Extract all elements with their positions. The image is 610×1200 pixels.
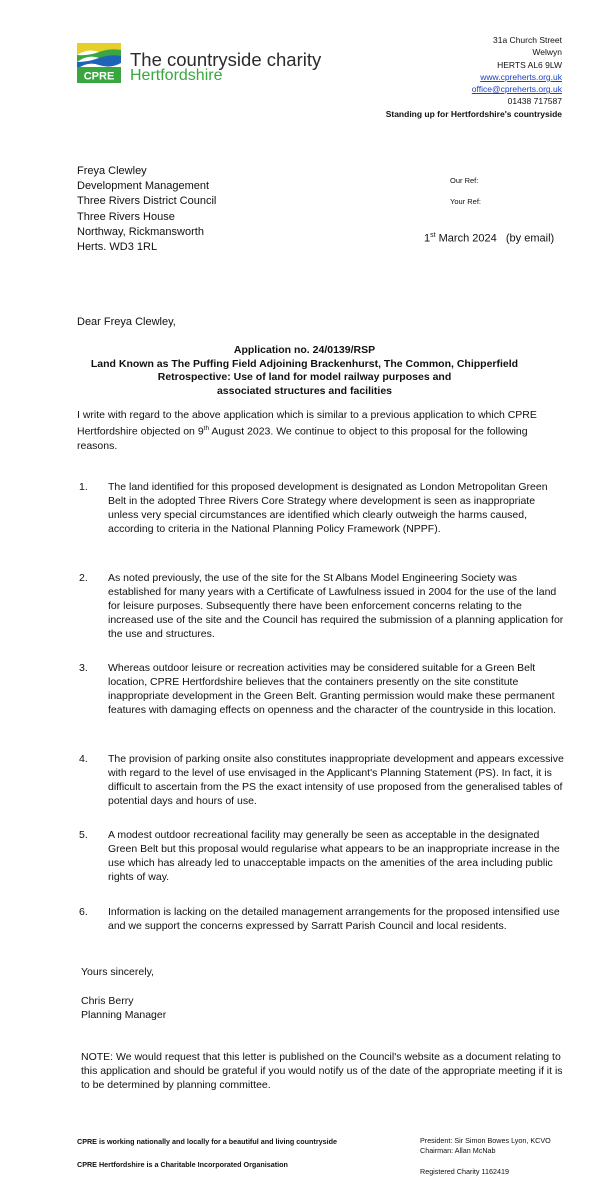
item-number: 2.	[79, 572, 88, 584]
intro-paragraph: I write with regard to the above application which is similar to a previous application to which CPRE Hertfordshire objected on 9th August 2023. We continue to object to this proposal for the following reasons.	[77, 409, 537, 452]
address-line: 31a Church Street	[493, 35, 562, 45]
footer-line: CPRE is working nationally and locally for a beautiful and living countryside	[77, 1137, 337, 1146]
signatory-name: Chris Berry	[81, 995, 134, 1007]
brand-region: Hertfordshire	[130, 67, 223, 84]
application-heading	[77, 344, 532, 398]
website-link[interactable]: www.cpreherts.org.uk	[480, 71, 562, 82]
heading-line: Application no. 24/0139/RSP	[233, 344, 376, 356]
list-item	[77, 905, 567, 933]
letter-date: 1st March 2024 (by email)	[424, 232, 555, 245]
item-text: Whereas outdoor leisure or recreation activities may be considered suitable for a Green Belt location, CPRE Hertfordshire believes that the containers presently on the site constitute inappropriate development in the Green Belt. Granting permission would make these permanent features with damaging effects on openness and the character of the countryside in this location.	[108, 662, 557, 716]
list-item	[77, 752, 567, 808]
footer-line: CPRE Hertfordshire is a Charitable Incorporated Organisation	[77, 1160, 288, 1169]
heading-line: Land Known as The Puffing Field Adjoining Brackenhurst, The Common, Chipperfield	[90, 357, 519, 370]
references	[450, 170, 481, 212]
item-number: 3.	[79, 662, 88, 674]
closing: Yours sincerely,	[81, 966, 154, 978]
list-item	[77, 480, 567, 536]
item-number: 1.	[79, 481, 88, 493]
brand-name: The countryside charity	[130, 49, 322, 70]
recipient-line: Northway, Rickmansworth	[77, 225, 204, 238]
list-item	[77, 571, 567, 641]
phone-number: 01438 717587	[507, 96, 562, 107]
item-number: 6.	[79, 906, 88, 918]
logo-text: CPRE	[83, 70, 115, 83]
address-line: HERTS AL6 9LW	[497, 59, 562, 70]
note-paragraph: NOTE: We would request that this letter is published on the Council's website as a document relating to this application and should be grateful if you would notify us of the date of the appropriate meeting if it is to be determined by planning committee.	[81, 1051, 563, 1091]
heading-line: Retrospective: Use of land for model railway purposes and	[157, 371, 452, 384]
item-text: The provision of parking onsite also constitutes inappropriate development and appears excessive with regard to the level of use envisaged in the Applicant's Planning Statement (PS). In fact, it is difficult to ascertain from the PS the exact intensity of use proposed from the generalised tables of potential days and hours of use.	[108, 753, 564, 807]
president: President: Sir Simon Bowes Lyon, KCVO	[420, 1136, 551, 1145]
item-text: The land identified for this proposed development is designated as London Metropolitan Green Belt in the adopted Three Rivers Core Strategy where development is seen as inappropriate unless very special circumstances are identified which clearly outweigh the harms caused, according to criteria in the National Planning Policy Framework (NPPF).	[108, 481, 548, 535]
footer-officers	[420, 1136, 551, 1156]
sender-address	[302, 34, 562, 120]
email-link[interactable]: office@cpreherts.org.uk	[471, 84, 562, 95]
list-item	[77, 661, 567, 717]
list-item	[77, 828, 567, 884]
cpre-logo	[77, 43, 121, 83]
recipient-address	[77, 164, 216, 255]
registered-charity: Registered Charity 1162419	[420, 1167, 509, 1176]
recipient-line: Herts. WD3 1RL	[77, 241, 158, 254]
item-number: 5.	[79, 829, 88, 841]
heading-line: associated structures and facilities	[216, 384, 393, 397]
item-text: As noted previously, the use of the site for the St Albans Model Engineering Society was established for many years with a Certificate of Lawfulness issued in 2004 for the use of the land for leisure purposes. Subsequently there have been enforcement concerns relating to the increased use of the site and the Council has required the submission of a planning application for the use and structures.	[108, 572, 564, 640]
item-text: A modest outdoor recreational facility may generally be seen as acceptable in the designated Green Belt but this proposal would regularise what appears to be an inappropriate increase in the use which has already led to unacceptable impacts on the amenities of the area including public rights of way.	[108, 829, 560, 883]
recipient-line: Three Rivers District Council	[77, 195, 217, 208]
address-line: Welwyn	[532, 47, 562, 58]
chairman: Chairman: Allan McNab	[420, 1146, 496, 1155]
recipient-line: Three Rivers House	[77, 210, 175, 223]
recipient-line: Development Management	[77, 180, 210, 193]
your-ref: Your Ref:	[450, 197, 481, 206]
our-ref: Our Ref:	[450, 176, 479, 185]
salutation: Dear Freya Clewley,	[77, 316, 176, 328]
item-text: Information is lacking on the detailed management arrangements for the proposed intensified use and we support the concerns expressed by Sarratt Parish Council and local residents.	[108, 906, 560, 932]
signatory-title: Planning Manager	[81, 1009, 167, 1021]
recipient-line: Freya Clewley	[77, 165, 147, 177]
item-number: 4.	[79, 753, 88, 765]
strapline: Standing up for Hertfordshire's countryside	[385, 108, 562, 119]
